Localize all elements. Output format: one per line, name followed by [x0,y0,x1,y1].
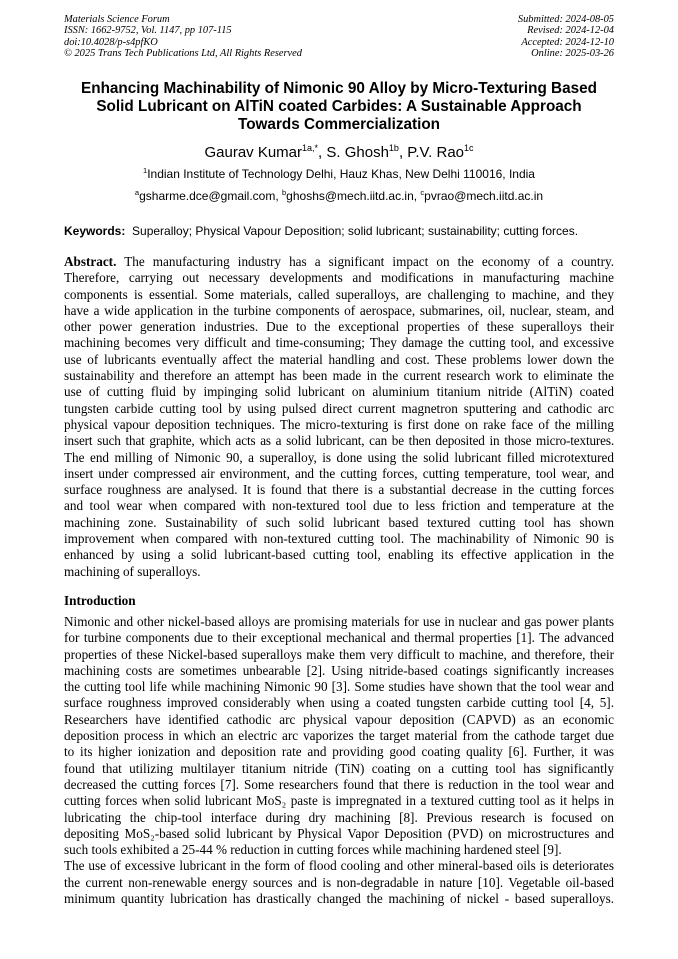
paragraph-line: the cutting tool life while machining Nimonic 90 [3]. Some studies have shown that the tool wear and [64,679,614,695]
paragraph-line: lubricating the chip-tool interface during dry machining [8]. Previous research is focused on [64,809,614,825]
author-list [0,143,678,161]
keywords-text: Superalloy; Physical Vapour Deposition; solid lubricant; sustainability; cutting forces. [132,224,579,238]
abstract-line: use of lubricants eventually affect the material handling and cost. These problems lower down the [64,351,614,367]
paragraph-line: Researchers have identified cathodic arc physical vapour deposition (CAPVD) as an economic [64,711,614,727]
abstract-line: machining of superalloys. [64,563,201,579]
paragraph-line: The use of excessive lubricant in the form of flood cooling and other mineral-based oils is deteriorates [64,858,614,874]
journal-info [64,14,302,59]
paragraph-line: to its higher ionization and deposition rate and providing good coating quality [6]. Further, it was [64,744,614,760]
section-heading-introduction: Introduction [64,593,136,608]
title-line: Towards Commercialization [237,116,441,133]
abstract-line: have a wide application in the turbine components of aerospace, submarines, oil, nuclear, steam, and [64,302,614,318]
abstract-line: machining zone. Sustainability of such solid lubricant based textured cutting tool has shown [64,514,614,530]
abstract-line: other power generation industries. Due to the exceptional properties of these superalloys their [64,319,614,335]
author: P.V. Rao$^{1c}$ [407,143,474,161]
paragraph-line: found that utilizing multilayer titanium nitride (TiN) coating on a cutting tool has significantly [64,760,614,776]
email-list: $^a$gsharme.dce@gmail.com, $^b$ghoshs@mech.iitd.ac.in, $^c$pvrao@mech.iitd.ac.in [134,188,544,203]
author: Gaurav Kumar$^{1a,*}$, [204,143,327,161]
abstract-line: insert such that graphite, which acts as a solid lubricant, can be then deposited in those micro-textures. [64,433,614,449]
email-link[interactable]: gsharme.dce@gmail.com [139,189,276,203]
affiliation: $^1$Indian Institute of Technology Delhi, Hauz Khas, New Delhi 110016, India [143,166,535,181]
revised-date: Revised: 2024-12-04 [527,25,614,37]
abstract-line: improvement when compared with non-textured cutting tool. The machinability of Nimonic 90 is [64,531,614,547]
paragraph-line: such tools exhibited a 25-44 % reduction in cutting forces while machining hardened steel [9]. [64,842,562,858]
issn-volume: ISSN: 1662-9752, Vol. 1147, pp 107-115 [64,25,232,37]
paragraph-line: properties of these Nickel-based superalloys make them very difficult to machine, and therefore, their [64,646,614,662]
author: S. Ghosh$^{1b}$, [326,143,408,161]
title-line: Solid Lubricant on AlTiN coated Carbides: A Sustainable Approach [96,98,582,115]
paragraph-line: depositing MoS₂-based solid lubricant by Physical Vapor Deposition (PVD) on microstructures and [64,825,614,841]
abstract [64,254,614,580]
abstract-line: machining becomes very difficult and time-consuming; They damage the cutting tool, and excessive [64,335,614,351]
title-line: Enhancing Machinability of Nimonic 90 Alloy by Micro-Texturing Based [81,80,597,97]
abstract-line: surface roughness are analysed. It is found that there is a substantial decrease in the cutting forces [64,482,614,498]
paragraph-line: machining costs are sometimes unbearable [2]. Using nitride-based coatings significantly increases [64,662,614,678]
journal-name: Materials Science Forum [64,14,170,25]
doi: doi:10.4028/p-s4pfKO [64,36,158,48]
copyright: © 2025 Trans Tech Publications Ltd, All Rights Reserved [64,47,302,59]
introduction-body [64,614,614,907]
abstract-line: insert under compressed air environment, and the cutting forces, cutting temperature, tool wear, and [64,465,614,481]
paragraph-line: surface roughness improved considerably when using a coated tungsten carbide cutting tool [4, 5]. [64,695,614,711]
keywords [64,224,624,238]
abstract-line: Therefore, carrying out necessary developments and modifications in manufacturing machine [64,270,614,286]
abstract-line: enhanced by using a solid lubricant-based cutting tool, enabling its effective application in the [64,547,614,563]
abstract-text: The manufacturing industry has a significant impact on the economy of a country. [116,254,614,269]
submitted-date: Submitted: 2024-08-05 [517,14,614,25]
paragraph-line: the current non-renewable energy sources and is non-degradable in nature [10]. Vegetable oil-based [64,874,614,890]
abstract-line: sustainability and therefore an attempt has been made in the current research work to eliminate the [64,368,614,384]
email-link[interactable]: pvrao@mech.iitd.ac.in [424,189,544,203]
paragraph-line: minimum quantity lubrication has drastically changed the machining of nickel - based superalloys. [64,891,614,907]
abstract-line: physical vapour deposition techniques. The micro-texturing is first done on rake face of the milling [64,416,614,432]
paragraph-line: for turbine components due to their exceptional mechanical and thermal properties [1]. The advanced [64,630,614,646]
abstract-line [64,254,614,270]
online-date: Online: 2025-03-26 [531,47,614,59]
email-link[interactable]: ghoshs@mech.iitd.ac.in [286,189,414,203]
abstract-line: and tool wear when compared with non-textured tool due to less friction and temperature at the [64,498,614,514]
paper-title [40,80,638,134]
abstract-line: tungsten carbide cutting tool by using pulsed direct current magnetron sputtering and cathodic arc [64,400,614,416]
paragraph-line: deposition process in which an electric arc vaporizes the target material from the cathode target due [64,728,614,744]
abstract-line: use of cutting fluid by impinging solid lubricant on aluminium titanium nitride (AlTiN) coated [64,384,614,400]
abstract-line: The end milling of Nimonic 90, a superalloy, is done using the solid lubricant filled microtextured [64,449,614,465]
keywords-label: Keywords: [64,224,126,238]
paragraph-line: Nimonic and other nickel-based alloys are promising materials for use in nuclear and gas power plants [64,614,614,629]
abstract-label: Abstract. [64,254,117,269]
abstract-line: components is essential. Some materials, called superalloys, are challenging to machine, and they [64,286,614,302]
submission-dates [518,14,614,59]
paragraph-line: decreased the cutting forces [7]. Some researchers found that there is reduction in the tool wear and [64,776,614,792]
paragraph-line: cutting forces when solid lubricant MoS₂ paste is impregnated in a textured cutting tool as it helps in [64,793,614,809]
accepted-date: Accepted: 2024-12-10 [521,36,614,48]
